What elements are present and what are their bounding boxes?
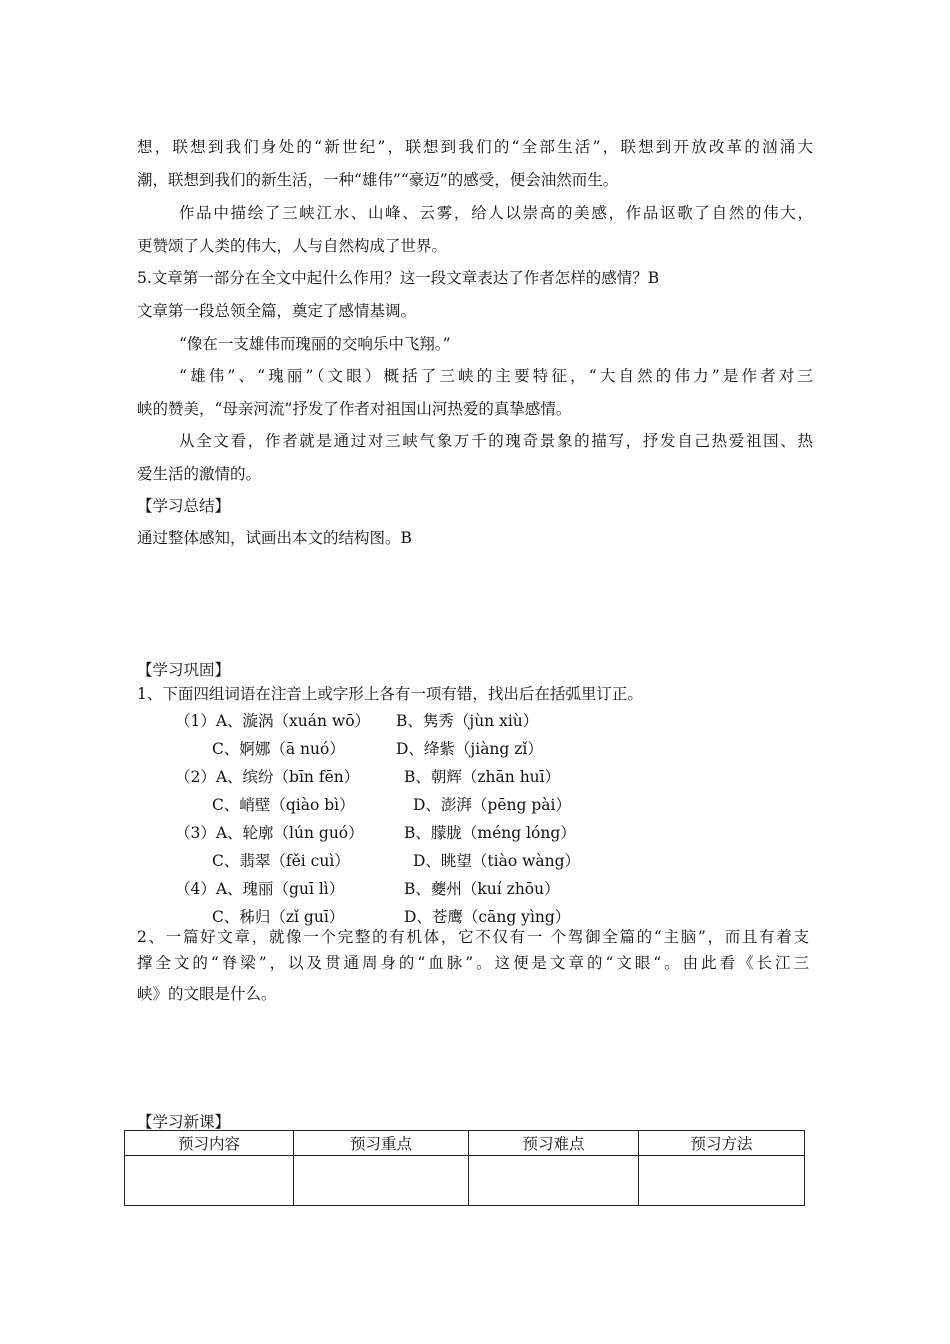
option-c: C、秭归（zǐ guī） <box>212 908 345 926</box>
text-line: 峡》的文眼是什么。 <box>137 985 277 1003</box>
text-line: 想，联想到我们身处的“新世纪”，联想到我们的“全部生活”，联想到开放改革的汹涌大 <box>137 138 813 156</box>
text-line: 作品中描绘了三峡江水、山峰、云雾，给人以崇高的美感，作品讴歌了自然的伟大， <box>179 204 813 222</box>
option-b: B、朦胧（méng lóng） <box>404 824 576 842</box>
option-d: D、澎湃（pēng pài） <box>413 796 571 814</box>
column-header: 预习内容 <box>125 1131 294 1156</box>
option-d: D、眺望（tiào wàng） <box>413 852 581 870</box>
consolidation-heading: 【学习巩固】 <box>137 661 231 679</box>
text-line: 从全文看，作者就是通过对三峡气象万千的瑰奇景象的描写，抒发自己热爱祖国、热 <box>179 432 813 450</box>
new-lesson-heading: 【学习新课】 <box>137 1113 231 1131</box>
text-line: 撑全文的“脊梁”，以及贯通周身的“血脉”。这便是文章的“文眼“。由此看《长江三 <box>137 954 809 972</box>
text-line: 爱生活的激情的。 <box>137 465 262 483</box>
summary-heading: 【学习总结】 <box>137 497 231 515</box>
summary-task: 通过整体感知，试画出本文的结构图。B <box>137 529 412 547</box>
option-c: C、婀娜（ā nuó） <box>212 740 345 758</box>
table-cell <box>639 1156 805 1206</box>
text-line: 更赞颂了人类的伟大，人与自然构成了世界。 <box>137 237 448 255</box>
text-line: 2、一篇好文章，就像一个完整的有机体，它不仅有一 个驾御全篇的“主脑”，而且有着支 <box>137 928 809 946</box>
column-header: 预习重点 <box>294 1131 469 1156</box>
option-a: （2）A、缤纷（bīn fēn） <box>175 768 360 786</box>
option-a: （1）A、漩涡（xuán wō） <box>175 712 371 730</box>
question-5-answer: 文章第一段总领全篇，奠定了感情基调。 <box>137 302 417 320</box>
column-header: 预习方法 <box>639 1131 805 1156</box>
table-cell <box>469 1156 639 1206</box>
option-a: （4）A、瑰丽（guī lì） <box>175 880 345 898</box>
preview-table <box>124 1130 805 1206</box>
question-5: 5.文章第一部分在全文中起什么作用？这一段文章表达了作者怎样的感情？B <box>137 269 660 287</box>
option-c: C、峭壁（qiào bì） <box>212 796 355 814</box>
table-cell <box>294 1156 469 1206</box>
text-line: 潮，联想到我们的新生活，一种“雄伟”“豪迈”的感受，便会油然而生。 <box>137 171 619 189</box>
text-line: “雄伟”、“瑰丽”（文眼）概括了三峡的主要特征，“大自然的伟力”是作者对三 <box>179 367 813 385</box>
table-header-row <box>125 1131 805 1156</box>
option-d: D、绛紫（jiàng zǐ） <box>396 740 543 758</box>
option-a: （3）A、轮廓（lún guó） <box>175 824 364 842</box>
option-b: B、朝辉（zhān huī） <box>404 768 561 786</box>
question-1: 1、下面四组词语在注音上或字形上各有一项有错，找出后在括弧里订正。 <box>137 685 643 703</box>
table-row <box>125 1156 805 1206</box>
option-c: C、翡翠（fěi cuì） <box>212 852 350 870</box>
text-line: 峡的赞美，“母亲河流”抒发了作者对祖国山河热爱的真挚感情。 <box>137 400 572 418</box>
table-cell <box>125 1156 294 1206</box>
option-b: B、夔州（kuí zhōu） <box>404 880 560 898</box>
quotation: “像在一支雄伟而瑰丽的交响乐中飞翔。” <box>179 335 451 353</box>
column-header: 预习难点 <box>469 1131 639 1156</box>
option-b: B、隽秀（jùn xiù） <box>396 712 539 730</box>
option-d: D、苍鹰（cāng yìng） <box>404 908 571 926</box>
